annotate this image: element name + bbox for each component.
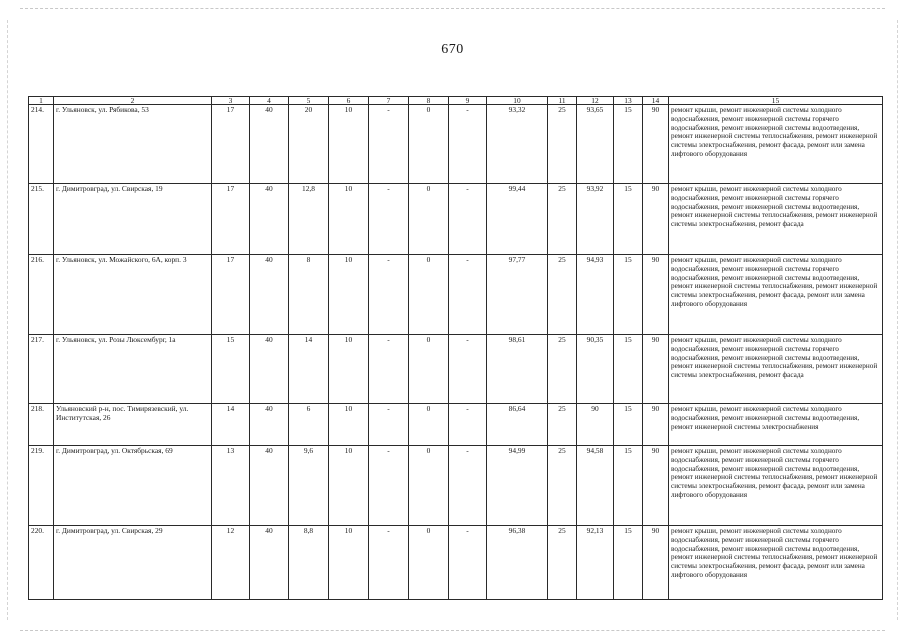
value-cell: 8 — [289, 255, 329, 335]
value-cell: 15 — [614, 446, 643, 526]
value-cell: 9,6 — [289, 446, 329, 526]
value-cell: - — [369, 105, 409, 184]
scan-edge-left — [7, 20, 8, 620]
value-cell: 15 — [614, 184, 643, 255]
value-cell: - — [369, 446, 409, 526]
column-header: 11 — [548, 97, 577, 105]
value-cell: 10 — [329, 446, 369, 526]
row-number: 216. — [29, 255, 54, 335]
value-cell: 86,64 — [487, 404, 548, 446]
row-number: 218. — [29, 404, 54, 446]
value-cell: 90 — [577, 404, 614, 446]
row-number: 219. — [29, 446, 54, 526]
scan-edge-bottom — [20, 630, 885, 631]
row-number: 215. — [29, 184, 54, 255]
row-number: 214. — [29, 105, 54, 184]
scan-edge-right — [897, 20, 898, 620]
value-cell: 93,32 — [487, 105, 548, 184]
value-cell: 17 — [212, 184, 250, 255]
address-cell: г. Ульяновск, ул. Можайского, 6А, корп. 3 — [54, 255, 212, 335]
value-cell: - — [369, 335, 409, 404]
table-row — [29, 404, 883, 446]
value-cell: 12,8 — [289, 184, 329, 255]
repair-program-table — [28, 96, 883, 600]
value-cell: 13 — [212, 446, 250, 526]
value-cell: 90 — [643, 446, 669, 526]
value-cell: 25 — [548, 404, 577, 446]
value-cell: 10 — [329, 255, 369, 335]
value-cell: 40 — [250, 335, 289, 404]
works-list-cell: ремонт крыши, ремонт инженерной системы холодного водоснабжения, ремонт инженерной системы горячего водоснабжения, ремонт инженерной системы водоотведения, ремонт инженерной системы теплоснабжения, ремонт инженерной системы электроснабжения, ремонт фасада, ремонт или замена лифтового оборудования — [669, 105, 883, 184]
works-list-cell: ремонт крыши, ремонт инженерной системы холодного водоснабжения, ремонт инженерной системы горячего водоснабжения, ремонт инженерной системы водоотведения, ремонт инженерной системы теплоснабжения, ремонт инженерной системы электроснабжения, ремонт фасада, ремонт или замена лифтового оборудования — [669, 446, 883, 526]
column-header: 13 — [614, 97, 643, 105]
value-cell: 90 — [643, 526, 669, 600]
value-cell: 10 — [329, 526, 369, 600]
value-cell: - — [449, 335, 487, 404]
address-cell: г. Димитровград, ул. Свирская, 29 — [54, 526, 212, 600]
value-cell: 15 — [614, 105, 643, 184]
value-cell: 99,44 — [487, 184, 548, 255]
value-cell: 15 — [212, 335, 250, 404]
value-cell: 90,35 — [577, 335, 614, 404]
value-cell: 40 — [250, 105, 289, 184]
value-cell: - — [369, 255, 409, 335]
column-header: 5 — [289, 97, 329, 105]
value-cell: 90 — [643, 105, 669, 184]
value-cell: 90 — [643, 335, 669, 404]
page-number: 670 — [441, 42, 464, 57]
value-cell: 90 — [643, 255, 669, 335]
value-cell: 15 — [614, 526, 643, 600]
value-cell: - — [369, 526, 409, 600]
value-cell: 10 — [329, 335, 369, 404]
column-header: 10 — [487, 97, 548, 105]
column-header: 9 — [449, 97, 487, 105]
table-row — [29, 255, 883, 335]
column-header: 14 — [643, 97, 669, 105]
value-cell: 0 — [409, 255, 449, 335]
value-cell: 98,61 — [487, 335, 548, 404]
value-cell: 0 — [409, 335, 449, 404]
value-cell: - — [449, 105, 487, 184]
table-row — [29, 446, 883, 526]
value-cell: - — [449, 446, 487, 526]
row-number: 220. — [29, 526, 54, 600]
value-cell: - — [369, 404, 409, 446]
value-cell: 12 — [212, 526, 250, 600]
value-cell: 14 — [212, 404, 250, 446]
value-cell: 40 — [250, 404, 289, 446]
address-cell: г. Димитровград, ул. Октябрьская, 69 — [54, 446, 212, 526]
value-cell: 0 — [409, 526, 449, 600]
value-cell: 40 — [250, 184, 289, 255]
value-cell: - — [449, 255, 487, 335]
value-cell: 17 — [212, 255, 250, 335]
column-header: 3 — [212, 97, 250, 105]
value-cell: 15 — [614, 404, 643, 446]
column-header: 6 — [329, 97, 369, 105]
address-cell: Ульяновский р-н, пос. Тимирязевский, ул. Институтская, 26 — [54, 404, 212, 446]
value-cell: 0 — [409, 184, 449, 255]
column-header: 4 — [250, 97, 289, 105]
scan-edge-top — [20, 8, 885, 9]
value-cell: 25 — [548, 184, 577, 255]
value-cell: 40 — [250, 526, 289, 600]
works-list-cell: ремонт крыши, ремонт инженерной системы холодного водоснабжения, ремонт инженерной системы горячего водоснабжения, ремонт инженерной системы водоотведения, ремонт инженерной системы теплоснабжения, ремонт инженерной системы электроснабжения, ремонт фасада — [669, 184, 883, 255]
value-cell: 25 — [548, 446, 577, 526]
value-cell: 17 — [212, 105, 250, 184]
value-cell: 0 — [409, 404, 449, 446]
table-row — [29, 184, 883, 255]
value-cell: - — [449, 184, 487, 255]
value-cell: 15 — [614, 335, 643, 404]
value-cell: 94,99 — [487, 446, 548, 526]
value-cell: 90 — [643, 184, 669, 255]
value-cell: 92,13 — [577, 526, 614, 600]
row-number: 217. — [29, 335, 54, 404]
table-row — [29, 105, 883, 184]
value-cell: 25 — [548, 335, 577, 404]
value-cell: 40 — [250, 255, 289, 335]
address-cell: г. Димитровград, ул. Свирская, 19 — [54, 184, 212, 255]
value-cell: 40 — [250, 446, 289, 526]
works-list-cell: ремонт крыши, ремонт инженерной системы холодного водоснабжения, ремонт инженерной системы водоотведения, ремонт инженерной системы электроснабжения — [669, 404, 883, 446]
value-cell: 94,93 — [577, 255, 614, 335]
value-cell: 96,38 — [487, 526, 548, 600]
value-cell: - — [449, 526, 487, 600]
column-header: 1 — [29, 97, 54, 105]
value-cell: 10 — [329, 184, 369, 255]
works-list-cell: ремонт крыши, ремонт инженерной системы холодного водоснабжения, ремонт инженерной системы горячего водоснабжения, ремонт инженерной системы водоотведения, ремонт инженерной системы теплоснабжения, ремонт инженерной системы электроснабжения, ремонт фасада, ремонт или замена лифтового оборудования — [669, 255, 883, 335]
value-cell: - — [449, 404, 487, 446]
column-number-row — [29, 97, 883, 105]
column-header: 2 — [54, 97, 212, 105]
column-header: 15 — [669, 97, 883, 105]
works-list-cell: ремонт крыши, ремонт инженерной системы холодного водоснабжения, ремонт инженерной системы горячего водоснабжения, ремонт инженерной системы водоотведения, ремонт инженерной системы теплоснабжения, ремонт инженерной системы электроснабжения, ремонт фасада, ремонт или замена лифтового оборудования — [669, 526, 883, 600]
column-header: 7 — [369, 97, 409, 105]
value-cell: 15 — [614, 255, 643, 335]
column-header: 12 — [577, 97, 614, 105]
column-header: 8 — [409, 97, 449, 105]
value-cell: 94,58 — [577, 446, 614, 526]
address-cell: г. Ульяновск, ул. Рябикова, 53 — [54, 105, 212, 184]
value-cell: 25 — [548, 255, 577, 335]
value-cell: 10 — [329, 404, 369, 446]
value-cell: 93,92 — [577, 184, 614, 255]
works-list-cell: ремонт крыши, ремонт инженерной системы холодного водоснабжения, ремонт инженерной системы горячего водоснабжения, ремонт инженерной системы водоотведения, ремонт инженерной системы теплоснабжения, ремонт инженерной системы электроснабжения, ремонт фасада — [669, 335, 883, 404]
value-cell: 93,65 — [577, 105, 614, 184]
value-cell: 25 — [548, 526, 577, 600]
value-cell: 8,8 — [289, 526, 329, 600]
value-cell: 0 — [409, 105, 449, 184]
value-cell: 14 — [289, 335, 329, 404]
value-cell: 20 — [289, 105, 329, 184]
value-cell: 90 — [643, 404, 669, 446]
value-cell: - — [369, 184, 409, 255]
value-cell: 25 — [548, 105, 577, 184]
value-cell: 0 — [409, 446, 449, 526]
value-cell: 10 — [329, 105, 369, 184]
table-row — [29, 526, 883, 600]
address-cell: г. Ульяновск, ул. Розы Люксембург, 1а — [54, 335, 212, 404]
value-cell: 97,77 — [487, 255, 548, 335]
value-cell: 6 — [289, 404, 329, 446]
table-row — [29, 335, 883, 404]
